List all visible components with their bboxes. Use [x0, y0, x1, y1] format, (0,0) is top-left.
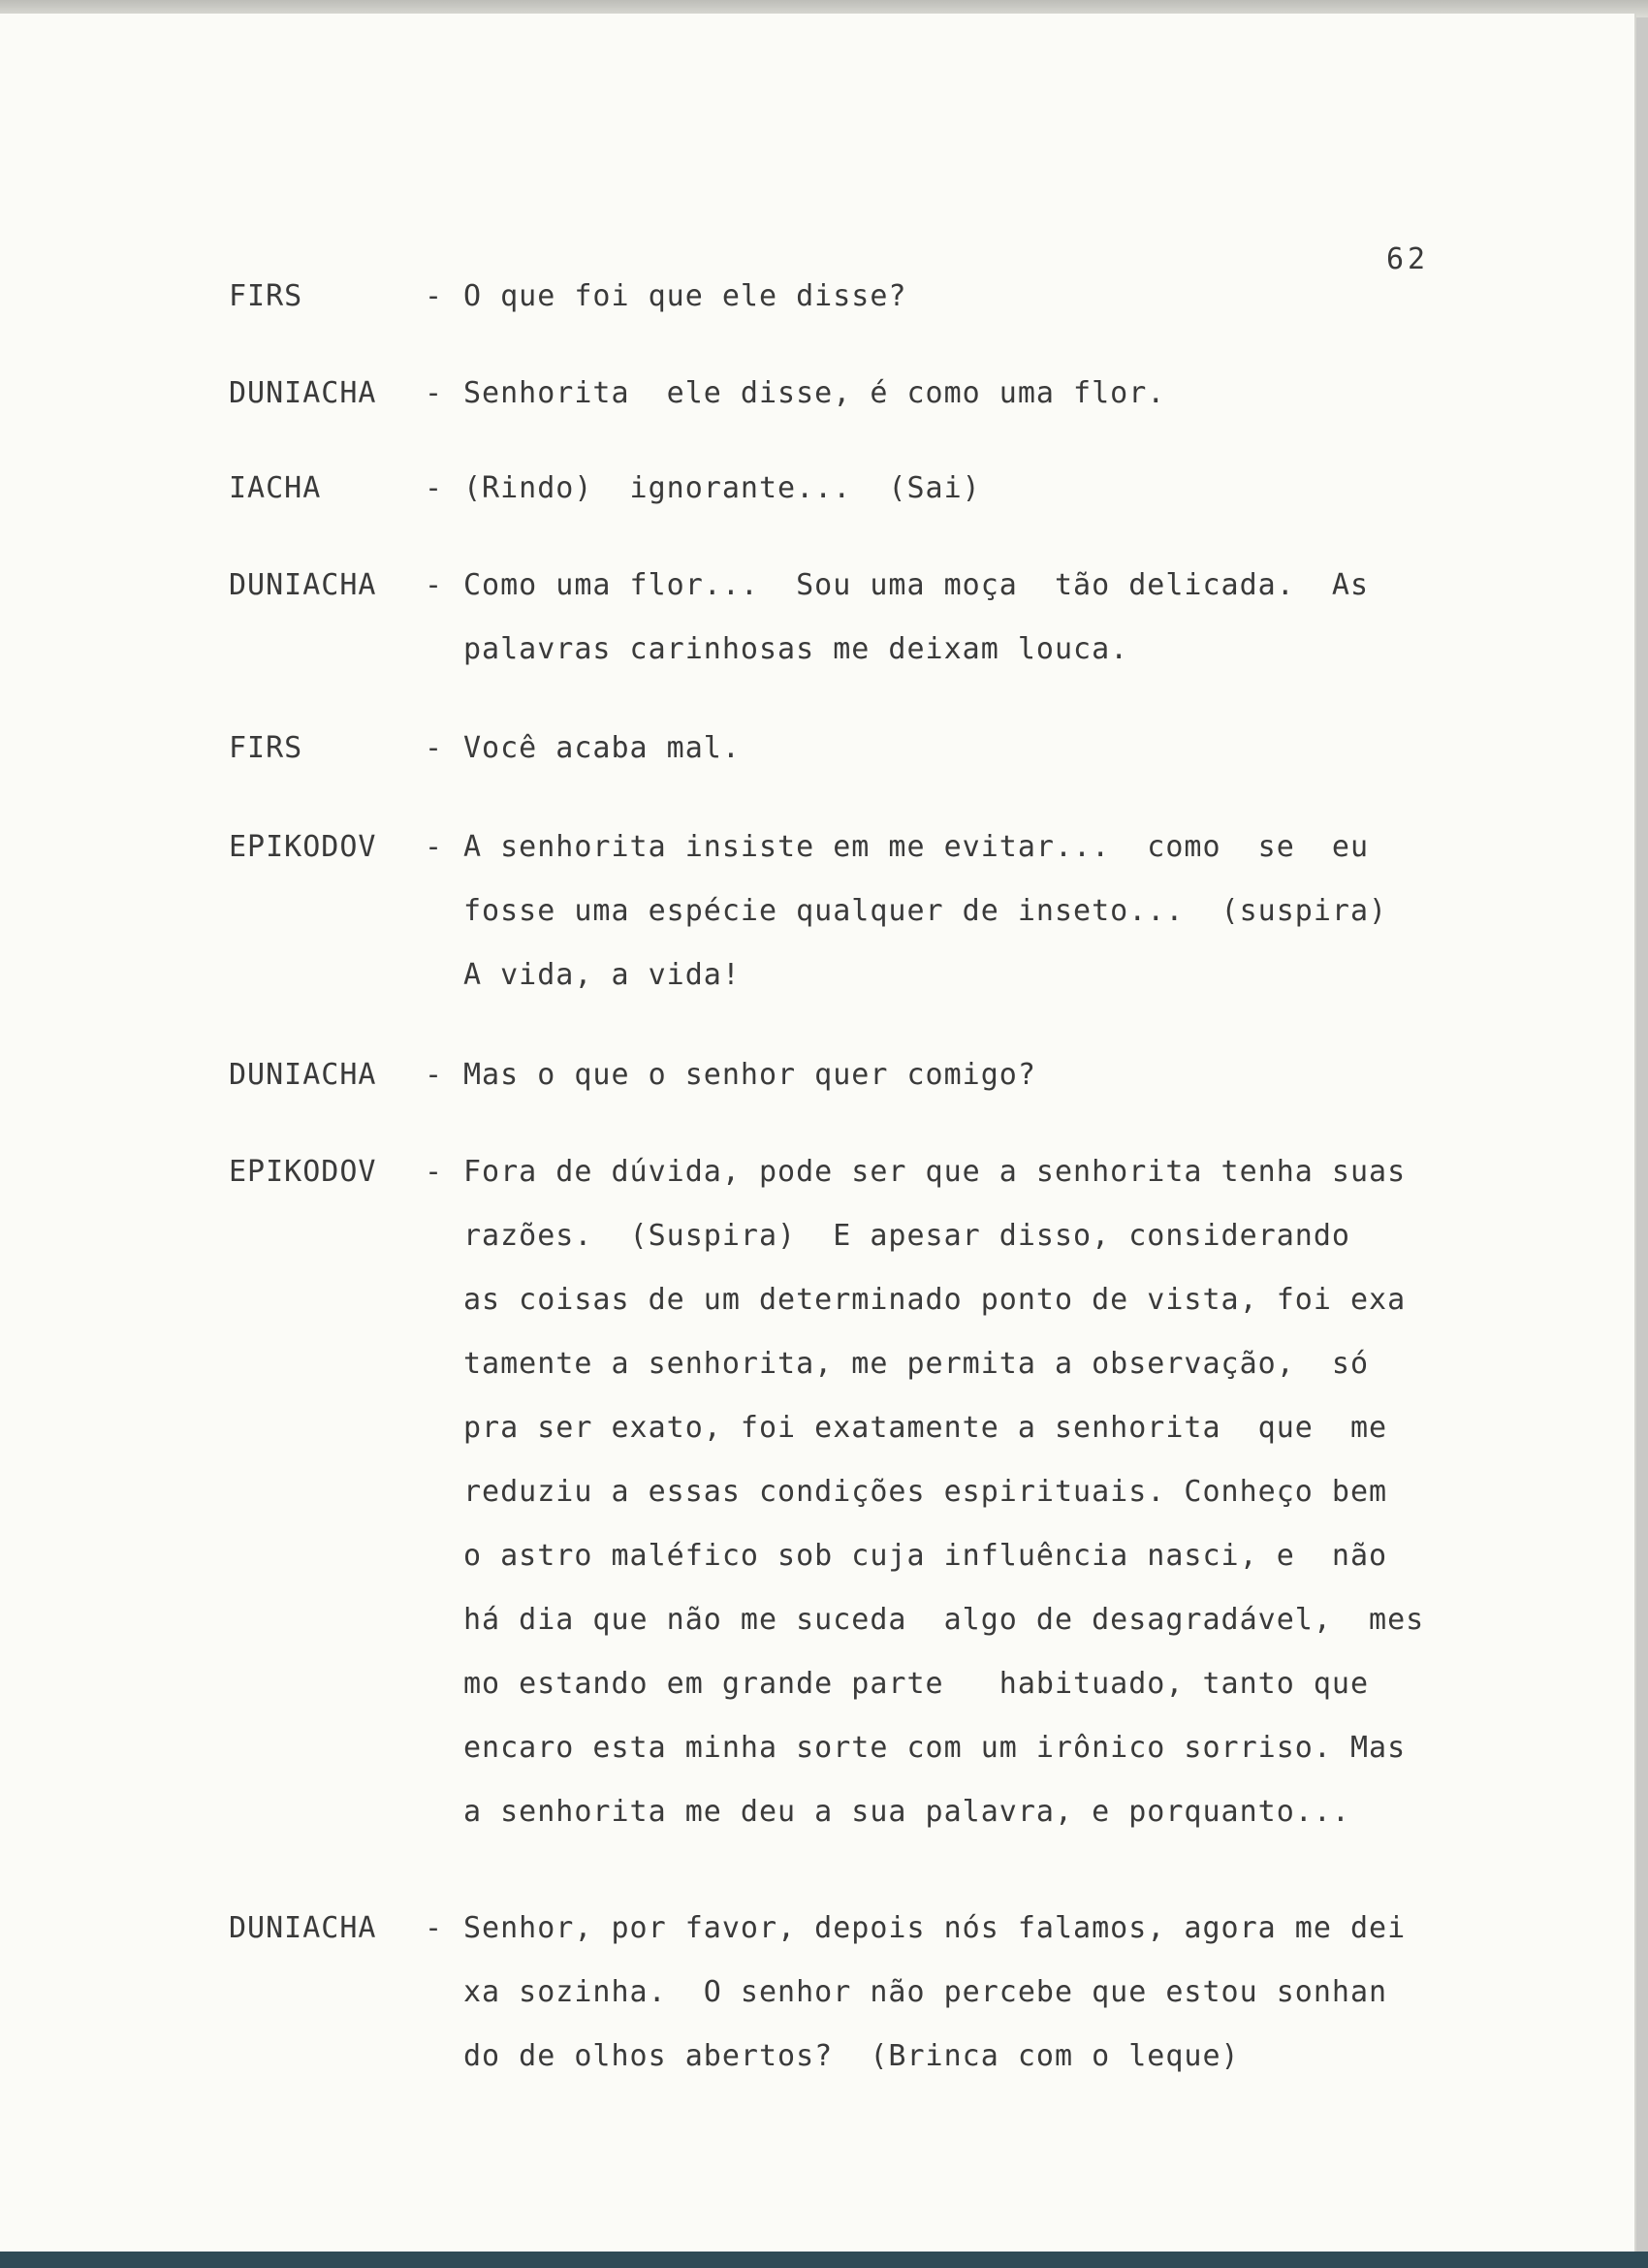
speaker-name: IACHA [229, 471, 322, 505]
speech-text [463, 568, 1433, 699]
speaker-name: DUNIACHA [229, 376, 377, 410]
speech-line: Você acaba mal. [463, 731, 741, 765]
typewritten-page [0, 14, 1636, 2252]
scan-edge-bottom [0, 2252, 1648, 2268]
dialogue-dash: - [425, 731, 443, 765]
speech-line: tamente a senhorita, me permita a observação, só [463, 1347, 1370, 1381]
speech-line: encaro esta minha sorte com um irônico sorriso. Mas [463, 1731, 1407, 1765]
speaker-name: FIRS [229, 279, 303, 313]
dialogue-dash: - [425, 568, 443, 602]
speech-text [463, 471, 1433, 538]
speech-line: pra ser exato, foi exatamente a senhorita que me [463, 1411, 1388, 1445]
dialogue-dash: - [425, 1058, 443, 1092]
speech-line: mo estando em grande parte habituado, tanto que [463, 1667, 1370, 1701]
speaker-name: DUNIACHA [229, 1058, 377, 1092]
speaker-name: DUNIACHA [229, 568, 377, 602]
dialogue-dash: - [425, 830, 443, 864]
speech-line: Como uma flor... Sou uma moça tão delicada. As [463, 568, 1370, 602]
dialogue-dash: - [425, 279, 443, 313]
speech-line: Fora de dúvida, pode ser que a senhorita tenha suas [463, 1155, 1407, 1189]
speech-line: do de olhos abertos? (Brinca com o leque) [463, 2039, 1240, 2073]
dialogue-dash: - [425, 1155, 443, 1189]
speech-line: o astro maléfico sob cuja influência nasci, e não [463, 1539, 1388, 1573]
speech-text [463, 376, 1433, 443]
speech-line: xa sozinha. O senhor não percebe que estou sonhan [463, 1975, 1388, 2009]
speech-text [463, 1911, 1433, 2106]
dialogue-dash: - [425, 471, 443, 505]
speech-line: as coisas de um determinado ponto de vista, foi exa [463, 1283, 1407, 1317]
speech-text [463, 279, 1433, 346]
speech-line: A vida, a vida! [463, 958, 741, 992]
speech-line: Mas o que o senhor quer comigo? [463, 1058, 1036, 1092]
speech-line: (Rindo) ignorante... (Sai) [463, 471, 981, 505]
page-number: 62 [1386, 242, 1430, 276]
speech-line: reduziu a essas condições espirituais. Conheço bem [463, 1475, 1388, 1509]
speaker-name: DUNIACHA [229, 1911, 377, 1945]
speech-line: O que foi que ele disse? [463, 279, 907, 313]
speaker-name: EPIKODOV [229, 830, 377, 864]
speech-line: razões. (Suspira) E apesar disso, considerando [463, 1219, 1350, 1253]
speaker-name: FIRS [229, 731, 303, 765]
speech-text [463, 830, 1433, 1025]
speech-line: palavras carinhosas me deixam louca. [463, 632, 1129, 666]
speech-line: Senhorita ele disse, é como uma flor. [463, 376, 1166, 410]
speech-line: fosse uma espécie qualquer de inseto... (suspira) [463, 894, 1388, 928]
speech-line: há dia que não me suceda algo de desagradável, mes [463, 1603, 1425, 1637]
speaker-name: EPIKODOV [229, 1155, 377, 1189]
speech-line: a senhorita me deu a sua palavra, e porquanto... [463, 1795, 1350, 1829]
speech-text [463, 1155, 1433, 1862]
dialogue-dash: - [425, 376, 443, 410]
speech-text [463, 1058, 1433, 1125]
speech-line: Senhor, por favor, depois nós falamos, agora me dei [463, 1911, 1407, 1945]
speech-line: A senhorita insiste em me evitar... como se eu [463, 830, 1370, 864]
dialogue-dash: - [425, 1911, 443, 1945]
speech-text [463, 731, 1433, 798]
